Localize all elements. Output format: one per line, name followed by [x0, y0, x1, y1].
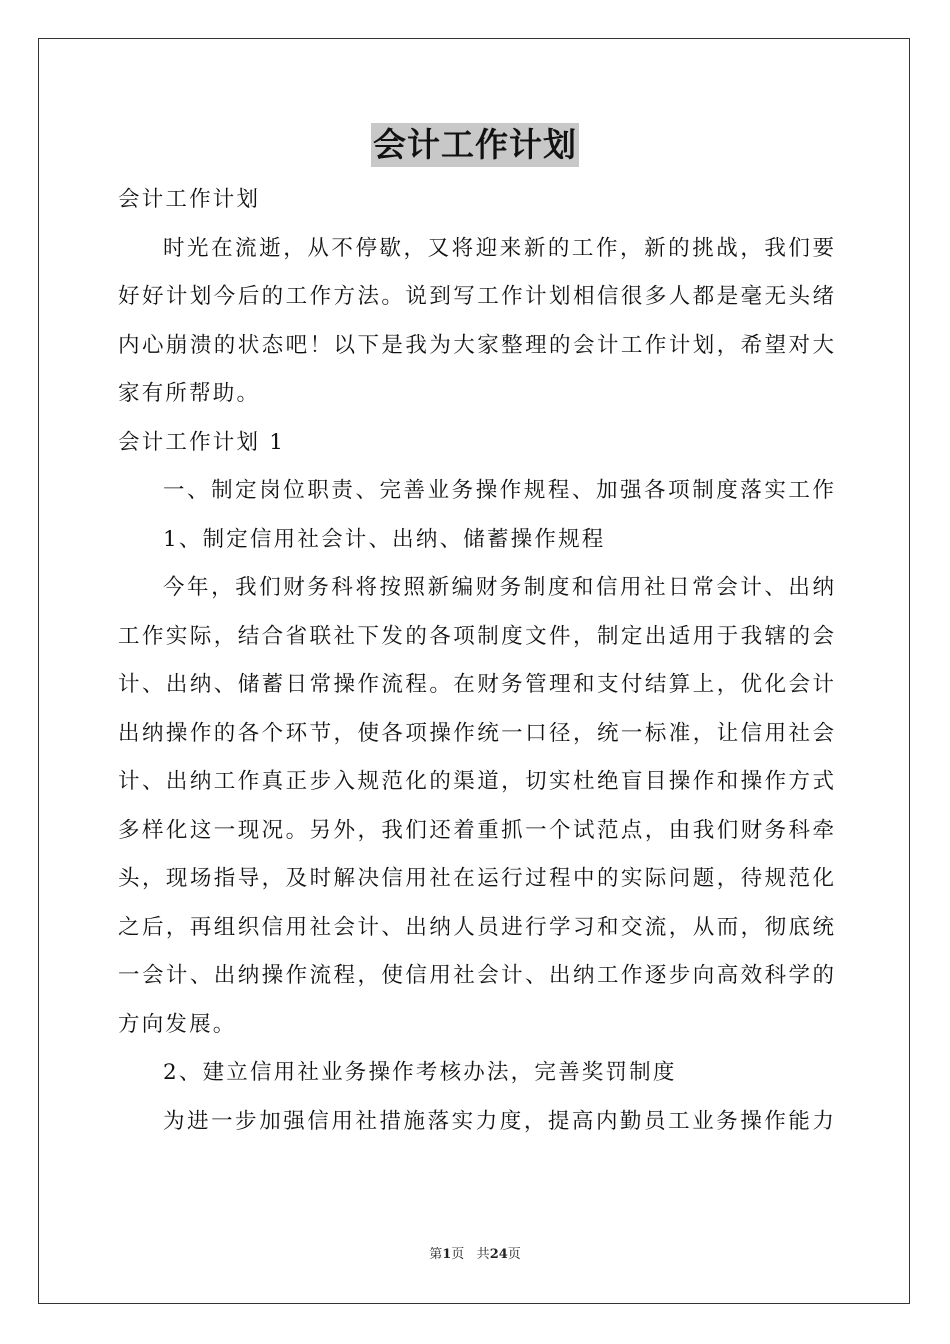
footer-total-suffix: 页 — [507, 1247, 521, 1262]
footer-page-number: 1 — [442, 1247, 452, 1262]
footer-total-pages: 24 — [489, 1247, 508, 1262]
title-container — [0, 123, 950, 167]
document-body — [118, 176, 834, 1146]
text-line: 2、建立信用社业务操作考核办法，完善奖罚制度 — [163, 1060, 677, 1085]
footer-prefix: 第 — [429, 1247, 443, 1262]
page-footer — [0, 1245, 950, 1265]
text-line: 头，现场指导，及时解决信用社在运行过程中的实际问题，待规范化 — [118, 866, 834, 891]
footer-page-suffix: 页 — [451, 1247, 465, 1262]
text-line: 出纳操作的各个环节，使各项操作统一口径，统一标准，让信用社会 — [118, 720, 834, 746]
text-line: 时光在流逝，从不停歇，又将迎来新的工作，新的挑战，我们要 — [163, 235, 834, 261]
document-title: 会计工作计划 — [371, 123, 579, 167]
text-line: 为进一步加强信用社措施落实力度，提高内勤员工业务操作能力 — [163, 1108, 834, 1134]
footer-total-prefix: 共 — [476, 1247, 490, 1262]
text-line: 多样化这一现况。另外，我们还着重抓一个试范点，由我们财务科牵 — [118, 817, 834, 843]
text-line: 一、制定岗位职责、完善业务操作规程、加强各项制度落实工作 — [163, 478, 834, 503]
text-line: 家有所帮助。 — [118, 381, 261, 406]
text-line: 好好计划今后的工作方法。说到写工作计划相信很多人都是毫无头绪 — [118, 284, 834, 309]
text-line: 今年，我们财务科将按照新编财务制度和信用社日常会计、出纳 — [163, 575, 834, 600]
footer-separator — [464, 1247, 476, 1262]
text-line: 工作实际，结合省联社下发的各项制度文件，制定出适用于我辖的会 — [118, 623, 834, 649]
text-line: 之后，再组织信用社会计、出纳人员进行学习和交流，从而，彻底统 — [118, 914, 834, 940]
text-line: 方向发展。 — [118, 1011, 237, 1037]
text-line: 1、制定信用社会计、出纳、储蓄操作规程 — [163, 526, 606, 552]
text-line: 会计工作计划 — [118, 187, 261, 212]
text-line: 会计工作计划 1 — [118, 429, 286, 455]
text-line: 计、出纳工作真正步入规范化的渠道，切实杜绝盲目操作和操作方式 — [118, 769, 834, 794]
text-line: 计、出纳、储蓄日常操作流程。在财务管理和支付结算上，优化会计 — [118, 672, 834, 697]
text-line: 一会计、出纳操作流程，使信用社会计、出纳工作逐步向高效科学的 — [118, 963, 834, 988]
text-line: 内心崩溃的状态吧！以下是我为大家整理的会计工作计划，希望对大 — [118, 332, 834, 358]
